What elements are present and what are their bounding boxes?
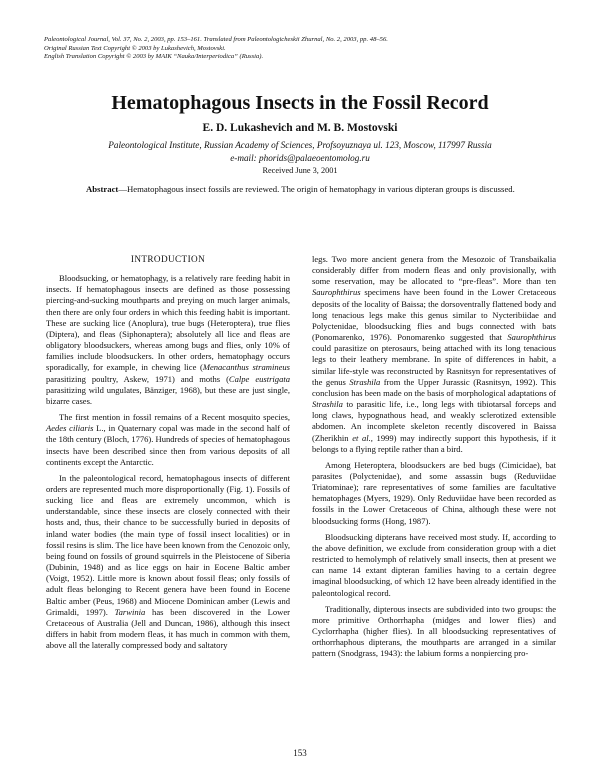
genus-name: Strashila: [349, 376, 381, 387]
citation-line: Paleontological Journal, Vol. 37, No. 2, 2003, pp. 153–161. Translated from Paleontologicheskii Zhurnal, No. 2, 2003, pp. 48–56.: [44, 36, 388, 43]
genus-name: Saurophthirus: [312, 287, 361, 298]
genus-name: Saurophthirus: [507, 332, 556, 343]
right-column: [312, 254, 556, 659]
species-name: Aedes ciliaris: [46, 423, 94, 434]
text-run: specimens have been found in the Lower Cretaceous deposits of the locality of Baissa; the dorsoventrally flattened body and long tenacious legs make this genus similar to Nycteribiidae and Polyctenidae, bloodsucking flies and bugs connected with bats (Ponomarenko, 1976). Ponomarenko suggested that: [312, 287, 556, 343]
received-date: Received June 3, 2001: [262, 166, 338, 175]
paragraph: [46, 273, 290, 407]
text-run: from the Upper Jurassic (Rasnitsyn, 1992). This conclusion has been made on the basis of morphological adaptations of: [312, 376, 557, 398]
abstract: [86, 184, 516, 195]
paragraph: [312, 254, 556, 455]
article-authors: E. D. Lukashevich and M. B. Mostovski: [202, 122, 398, 134]
text-run: has been discovered in the Lower Cretaceous of Australia (Jell and Duncan, 1986), although this insect differs in habit from modern fleas, it has much in common with them, above all the laterally compressed body and saltatory: [46, 606, 290, 651]
text-run: legs. Two more ancient genera from the Mesozoic of Transbaikalia considerably differ from modern fleas and only provisionally, with some reservation, may be allocated to “pre-fleas”. More than ten: [312, 254, 556, 287]
text-run: The first mention in fossil remains of a Recent mosquito species,: [59, 412, 290, 423]
abstract-text: —Hematophagous insect fossils are reviewed. The origin of hematophagy in various dipteran groups is discussed.: [118, 184, 515, 194]
left-column: [46, 254, 290, 651]
paragraph: Traditionally, dipterous insects are subdivided into two groups: the more primitive Orthorrhapha (midges and lower flies) and Cyclorrhapha (higher flies). In all bloodsucking representatives of orthorrhaphous dipterans, the mouthparts are arranged in a similar pattern (Snodgrass, 1943): the labium forms a nonpiercing pro-: [312, 603, 556, 659]
author-affiliation: Paleontological Institute, Russian Academy of Sciences, Profsoyuznaya ul. 123, Moscow, 117997 Russia: [108, 140, 492, 150]
paragraph: [46, 412, 290, 468]
translation-copyright-line: English Translation Copyright © 2003 by MAIK “Nauka/Interperiodica” (Russia).: [44, 53, 264, 61]
text-run: , 1999) may indirectly support this hypothesis, if it belongs to a flying reptile rather than a bird.: [312, 432, 557, 454]
text-run: Bloodsucking, or hematophagy, is a relatively rare feeding habit in insects. If hematophagous insects are defined as those possessing piercing-and-sucking mouthparts and preying on much larger animals, then there are only four orders in which this feeding habit is important. These are sucking lice (Anoplura), true bugs (Heteroptera), true flies (Diptera), and fleas (Siphonaptera); absolutely all lice and fleas are obligatory bloodsuckers, whereas among bugs and flies, only 10% of families include bloodsuckers. In other orders, hematophagy occurs sporadically, for example, in chewing lice (: [46, 273, 290, 373]
text-run: In the paleontological record, hematophagous insects of different orders are represented much more disproportionally (Fig. 1). Fossils of sucking lice and fleas are extremely uncommon, which is understandable, since these insects are closely connected with their hosts and, thus, their chance to be successfully buried in deposits of inland water bodies (the main type of fossil insect localities) or in fossil resins is slim. The lice have been known from the Cenozoic only, being found on fossils of ground squirrels in the Pleistocene of Siberia (Dubinin, 1948) and as lice eggs on hair in Eocene Baltic amber (Voigt, 1952). Little more is known about fossil fleas; only fossils of adult fleas belonging to Recent genera have been found in Eocene Baltic amber (Peus, 1968) and Miocene Dominican amber (Lewis and Grimaldi, 1997).: [46, 472, 290, 617]
genus-name: Tarwinia: [114, 606, 146, 617]
genus-name: Strashila: [312, 399, 343, 410]
author-email: e-mail: phorids@palaeoentomolog.ru: [230, 153, 370, 163]
page-number: 153: [293, 748, 307, 758]
journal-header: [44, 36, 388, 62]
text-run: could parasitize on pterosaurs, being attached with its long tenacious legs to their leathery membrane. In spite of differences in habit, a similar life-style was reconstructed by Rasnitsyn for representatives of the genus: [312, 343, 556, 387]
section-heading: INTRODUCTION: [130, 254, 206, 264]
species-name: Calpe eustrigata: [228, 373, 290, 384]
text-run: parasitizing poultry, Askew, 1971) and moths (: [46, 373, 229, 384]
paragraph: Bloodsucking dipterans have received most study. If, according to the above definition, we exclude from consideration group with a diet restricted to hemolymph of relatively small insects, then at present we can name 14 extant dipteran families having to a certain degree imaginal bloodsucking, of which 12 have been already identified in the paleontological record.: [312, 531, 556, 598]
text-run: to parasitic life, i.e., long legs with tibiotarsal forceps and long claws, hypognathous head, and weakly sclerotized extensible abdomen. An incomplete skeleton recently discovered in Baissa (Zherikhin: [312, 399, 556, 443]
species-name: Menacanthus stramineus: [202, 362, 290, 373]
et-al: et al.: [352, 432, 371, 443]
text-run: parasitizing wild ungulates, Bänziger, 1968), but these are just single, bizarre cases.: [46, 384, 290, 406]
article-title: Hematophagous Insects in the Fossil Record: [111, 92, 489, 114]
paragraph: Among Heteroptera, bloodsuckers are bed bugs (Cimicidae), bat parasites (Polyctenidae), and some assassin bugs (Reduviidae Triatominae); rare representatives of some families are facultative hematophages (Myers, 1929). Only Reduviidae have been recorded as fossils in the Lower Cretaceous of China, although these were not bloodsucking forms (Hong, 1987).: [312, 459, 556, 526]
paragraph: [46, 473, 290, 652]
text-run: L., in Quaternary copal was made in the second half of the 18th century (Bloch, 1776). Hundreds of species of hematophagous insects have been described since then from various deposits of all continents except the Antarctic.: [46, 423, 290, 467]
original-copyright-line: Original Russian Text Copyright © 2003 by Lukashevich, Mostovski.: [44, 44, 226, 52]
abstract-label: Abstract: [86, 184, 119, 194]
